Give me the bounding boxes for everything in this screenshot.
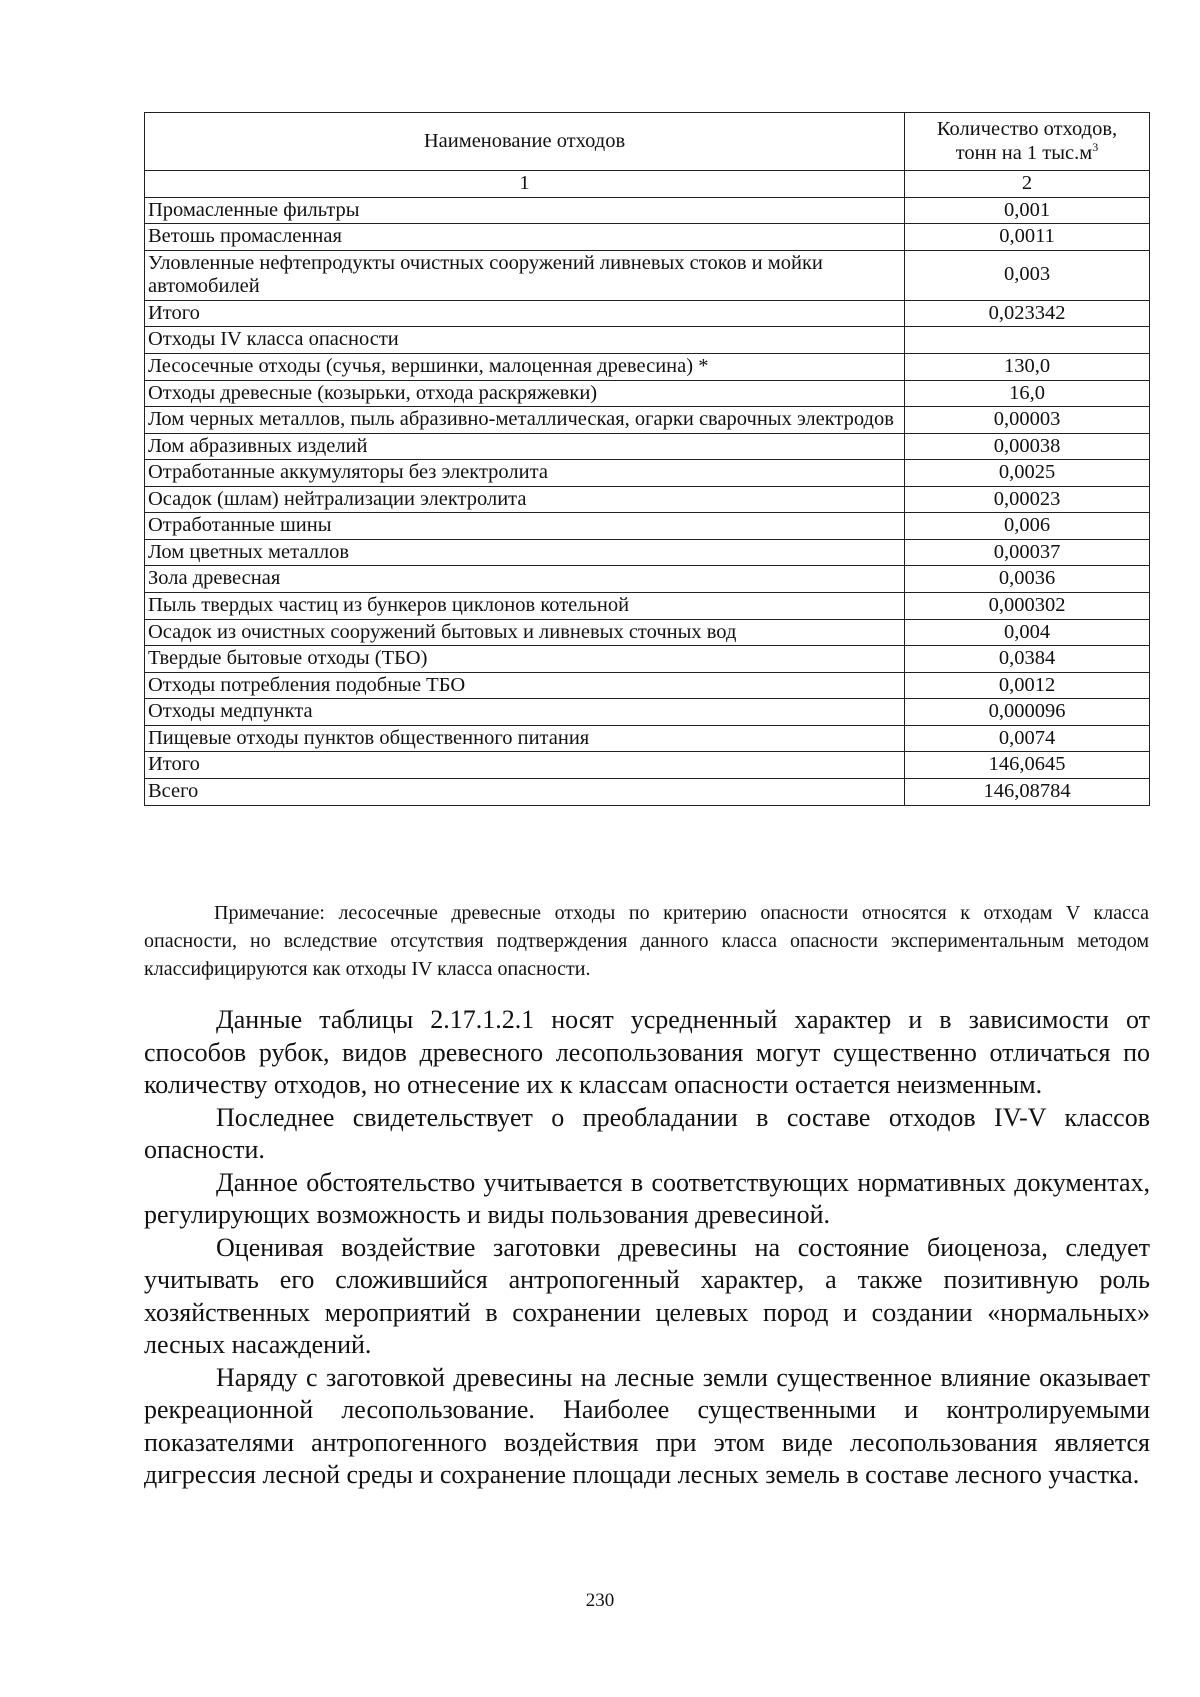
table-row xyxy=(145,433,1150,460)
column-number-1: 1 xyxy=(145,171,905,198)
table-row xyxy=(145,224,1150,251)
table-row xyxy=(145,380,1150,407)
waste-quantity-cell: 16,0 xyxy=(905,380,1150,407)
header-quantity-line2: тонн на 1 тыс.м xyxy=(955,141,1093,164)
waste-name-cell: Лом цветных металлов xyxy=(145,539,905,566)
waste-name-cell: Уловленные нефтепродукты очистных сооружений ливневых стоков и мойки автомобилей xyxy=(145,250,905,300)
table-row xyxy=(145,250,1150,300)
body-paragraph: Данное обстоятельство учитывается в соответствующих нормативных документах, регулирующих возможность и виды пользования древесиной. xyxy=(144,1167,1150,1229)
header-waste-quantity xyxy=(905,113,1150,171)
table-row xyxy=(145,778,1150,805)
waste-quantity-cell: 0,006 xyxy=(905,513,1150,540)
waste-quantity-cell: 0,001 xyxy=(905,197,1150,224)
table-row xyxy=(145,725,1150,752)
table-row xyxy=(145,353,1150,380)
table-row xyxy=(145,300,1150,327)
body-paragraph: Данные таблицы 2.17.1.2.1 носят усредненный характер и в зависимости от способов рубок, видов древесного лесопользования могут существенно отличаться по количеству отходов, но отнесение их к классам опасности остается неизменным. xyxy=(144,1005,1150,1099)
waste-table xyxy=(144,112,1150,806)
waste-name-cell: Отходы медпункта xyxy=(145,699,905,726)
table-row xyxy=(145,752,1150,779)
table-row xyxy=(145,619,1150,646)
table-body xyxy=(145,171,1150,806)
page-number: 230 xyxy=(585,1590,615,1611)
waste-quantity-cell: 146,08784 xyxy=(905,778,1150,805)
waste-name-cell: Промасленные фильтры xyxy=(145,197,905,224)
waste-name-cell: Осадок из очистных сооружений бытовых и ливневых сточных вод xyxy=(145,619,905,646)
table-note: Примечание: лесосечные древесные отходы по критерию опасности относятся к отходам V класса опасности, но вследствие отсутствия подтверждения данного класса опасности экспериментальным методом классифицируются как отходы IV класса опасности. xyxy=(144,902,1149,980)
header-quantity-superscript: 3 xyxy=(1092,140,1099,155)
waste-name-cell: Ветошь промасленная xyxy=(145,224,905,251)
waste-name-cell: Итого xyxy=(145,300,905,327)
table-row xyxy=(145,460,1150,487)
waste-quantity-cell: 0,00038 xyxy=(905,433,1150,460)
column-number-row xyxy=(145,171,1150,198)
waste-quantity-cell: 0,00003 xyxy=(905,407,1150,434)
waste-quantity-cell: 0,00023 xyxy=(905,486,1150,513)
waste-name-cell: Пищевые отходы пунктов общественного питания xyxy=(145,725,905,752)
waste-name-cell: Отработанные шины xyxy=(145,513,905,540)
table-row xyxy=(145,539,1150,566)
header-waste-name: Наименование отходов xyxy=(145,113,905,171)
waste-quantity-cell: 0,000096 xyxy=(905,699,1150,726)
waste-name-cell: Лом абразивных изделий xyxy=(145,433,905,460)
waste-quantity-cell: 0,0012 xyxy=(905,672,1150,699)
table-row xyxy=(145,197,1150,224)
waste-name-cell: Зола древесная xyxy=(145,566,905,593)
table-row xyxy=(145,513,1150,540)
body-paragraph: Оценивая воздействие заготовки древесины на состояние биоценоза, следует учитывать его сложившийся антропогенный характер, а также позитивную роль хозяйственных мероприятий в сохранении целевых пород и создании «нормальных» лесных насаждений. xyxy=(144,1232,1150,1359)
waste-quantity-cell: 0,003 xyxy=(905,250,1150,300)
table-row xyxy=(145,646,1150,673)
table-row xyxy=(145,566,1150,593)
waste-quantity-cell: 0,0036 xyxy=(905,566,1150,593)
table-row xyxy=(145,672,1150,699)
waste-name-cell: Отходы IV класса опасности xyxy=(145,327,905,354)
waste-name-cell: Отходы потребления подобные ТБО xyxy=(145,672,905,699)
waste-quantity-cell: 0,00037 xyxy=(905,539,1150,566)
waste-name-cell: Твердые бытовые отходы (ТБО) xyxy=(145,646,905,673)
waste-name-cell: Лесосечные отходы (сучья, вершинки, малоценная древесина) * xyxy=(145,353,905,380)
column-number-2: 2 xyxy=(905,171,1150,198)
body-text xyxy=(144,1004,1150,1492)
waste-name-cell: Отходы древесные (козырьки, отхода раскряжевки) xyxy=(145,380,905,407)
waste-name-cell: Всего xyxy=(145,778,905,805)
waste-name-cell: Пыль твердых частиц из бункеров циклонов котельной xyxy=(145,593,905,620)
waste-quantity-cell: 0,0025 xyxy=(905,460,1150,487)
waste-quantity-cell: 0,0384 xyxy=(905,646,1150,673)
table-row xyxy=(145,699,1150,726)
waste-quantity-cell: 0,000302 xyxy=(905,593,1150,620)
waste-quantity-cell: 0,0011 xyxy=(905,224,1150,251)
waste-name-cell: Итого xyxy=(145,752,905,779)
body-paragraph: Последнее свидетельствует о преобладании в составе отходов IV-V классов опасности. xyxy=(144,1102,1150,1164)
waste-name-cell: Отработанные аккумуляторы без электролита xyxy=(145,460,905,487)
waste-quantity-cell: 130,0 xyxy=(905,353,1150,380)
body-paragraph: Наряду с заготовкой древесины на лесные земли существенное влияние оказывает рекреационной лесопользование. Наиболее существенными и контролируемыми показателями антропогенного воздействия при этом виде лесопользования является дигрессия лесной среды и сохранение площади лесных земель в составе лесного участка. xyxy=(144,1362,1150,1489)
waste-quantity-cell: 0,004 xyxy=(905,619,1150,646)
waste-quantity-cell: 146,0645 xyxy=(905,752,1150,779)
table-row xyxy=(145,327,1150,354)
table-row xyxy=(145,486,1150,513)
table-row xyxy=(145,593,1150,620)
waste-name-cell: Осадок (шлам) нейтрализации электролита xyxy=(145,486,905,513)
table-row xyxy=(145,407,1150,434)
header-quantity-line1: Количество отходов, xyxy=(936,117,1118,140)
waste-quantity-cell: 0,023342 xyxy=(905,300,1150,327)
waste-quantity-cell: 0,0074 xyxy=(905,725,1150,752)
waste-name-cell: Лом черных металлов, пыль абразивно-металлическая, огарки сварочных электродов xyxy=(145,407,905,434)
waste-quantity-cell xyxy=(905,327,1150,354)
table-header xyxy=(145,113,1150,171)
